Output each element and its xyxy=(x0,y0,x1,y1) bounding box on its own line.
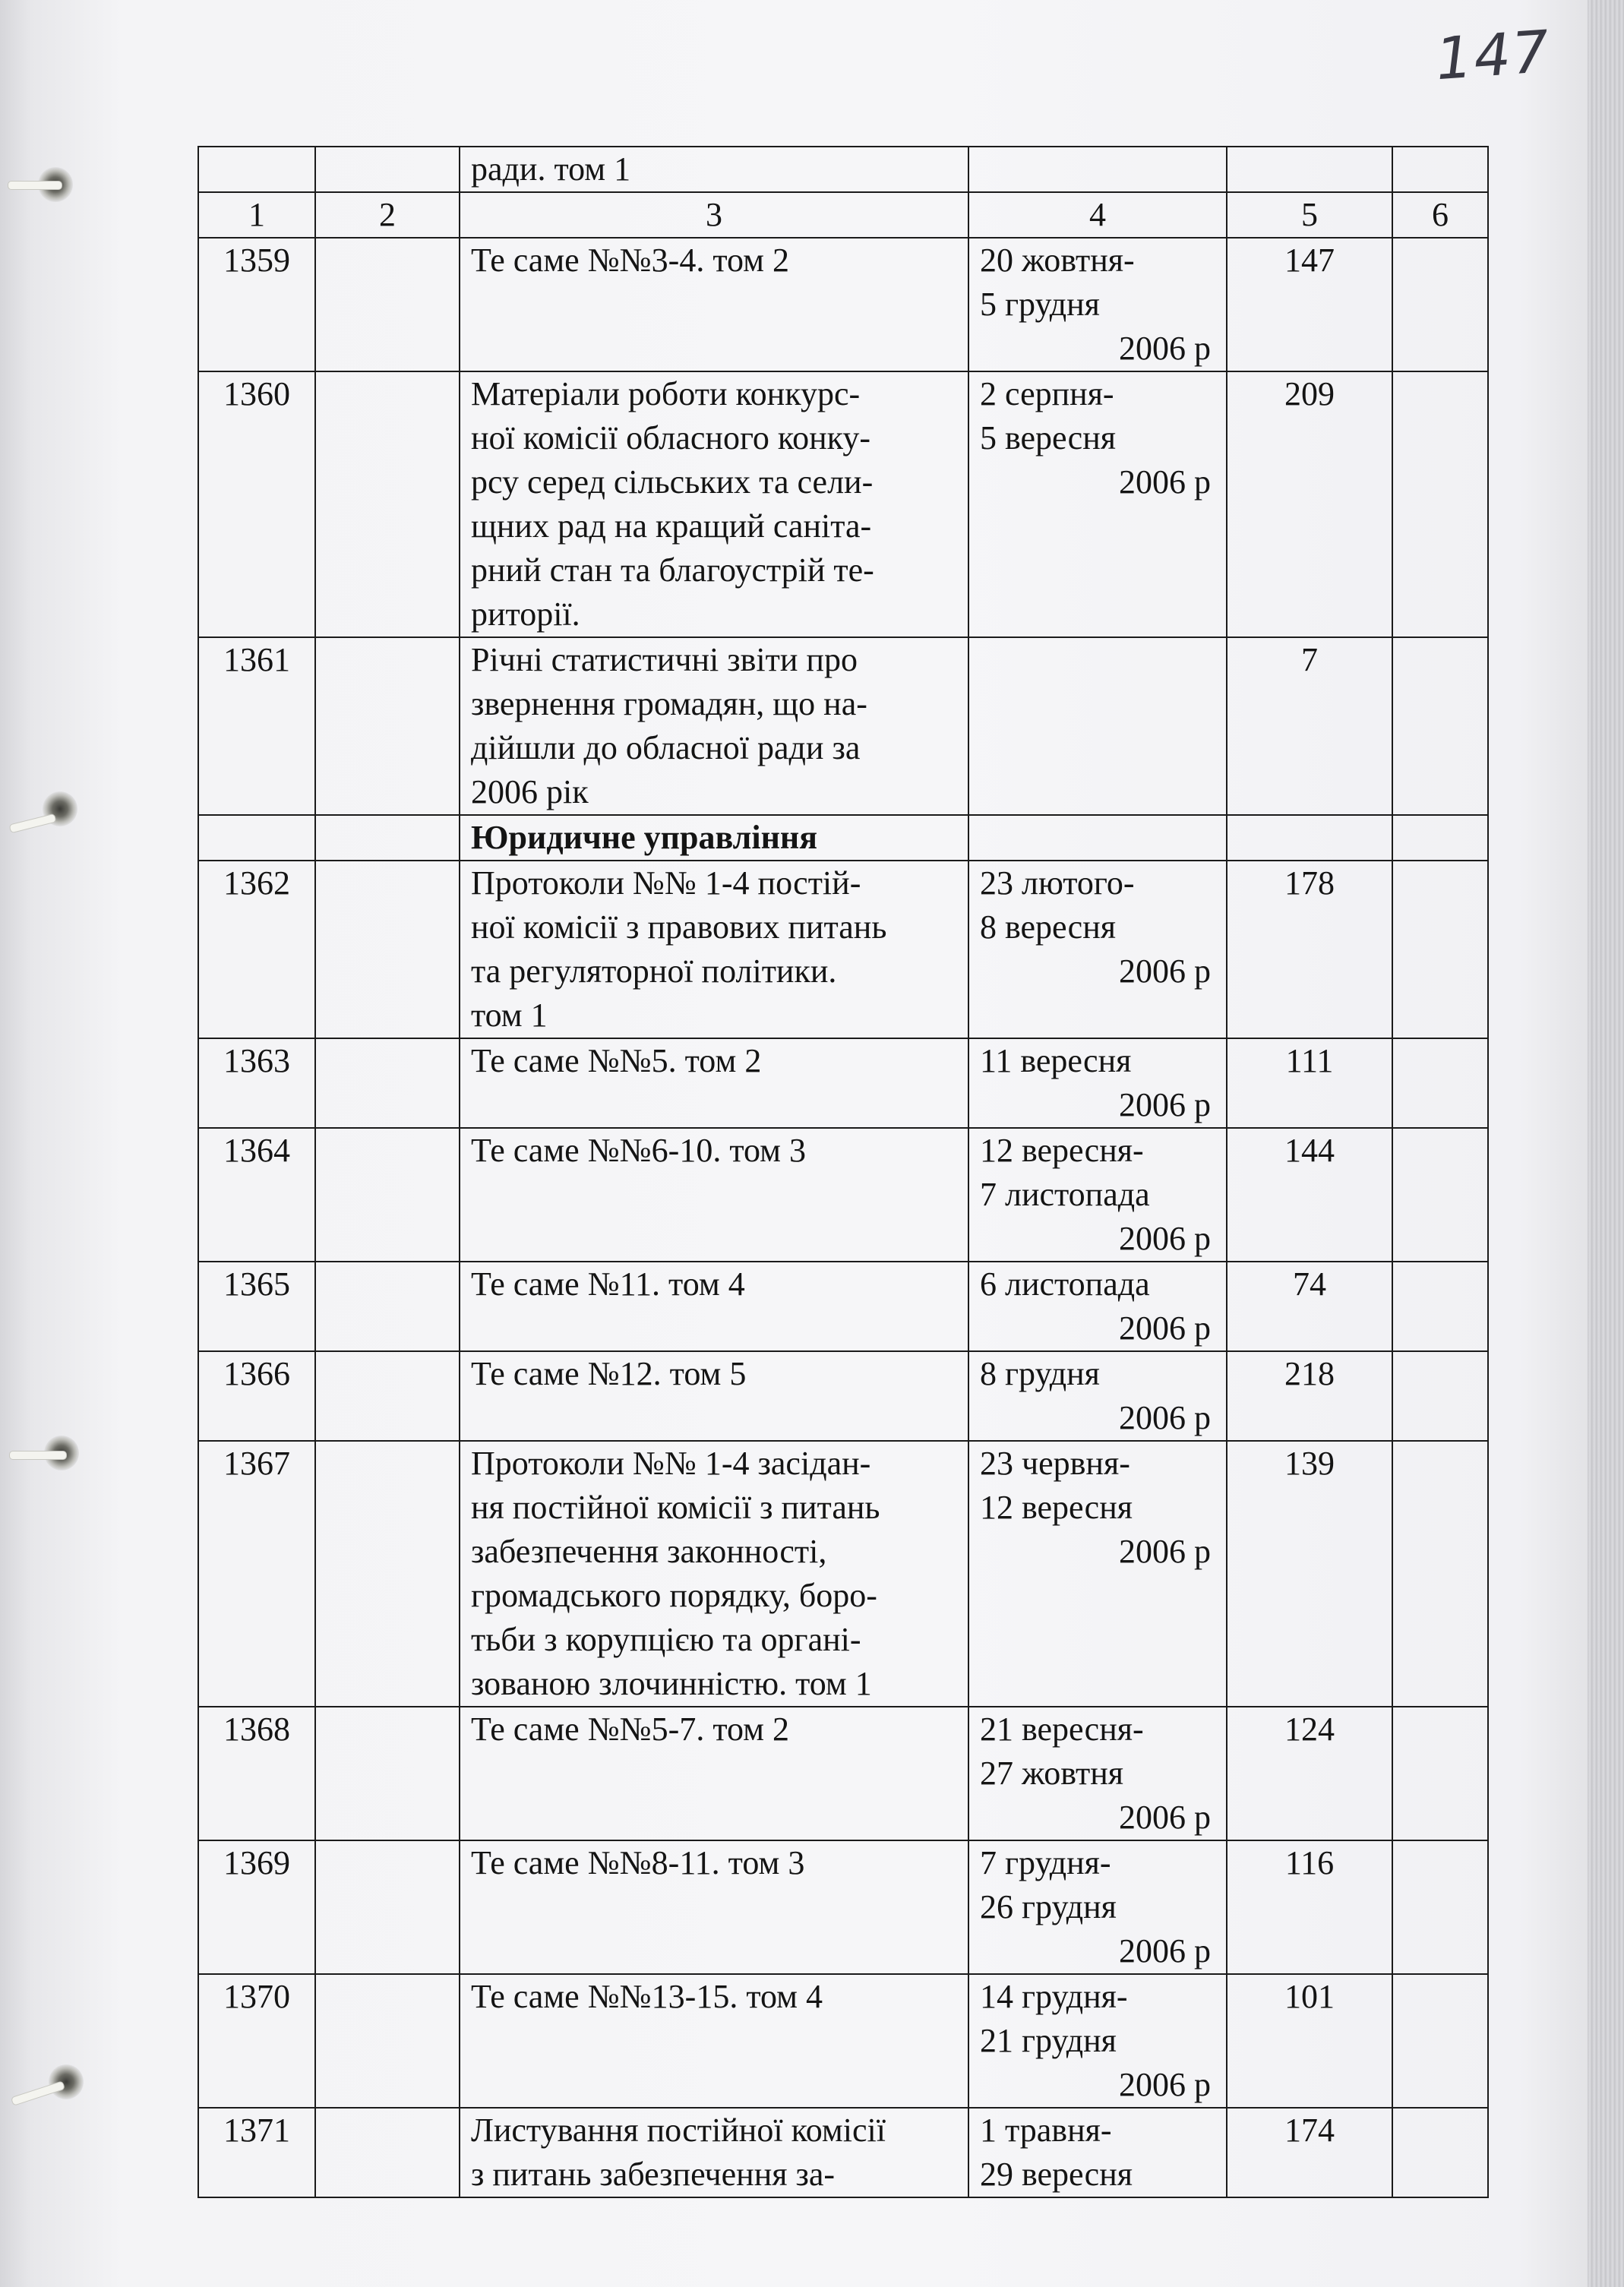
sheet-count: 124 xyxy=(1227,1707,1392,1840)
section-empty-cell xyxy=(968,815,1227,861)
case-dates xyxy=(968,371,1227,637)
old-number-cell xyxy=(315,1441,460,1707)
case-title-line: зованою злочинністю. том 1 xyxy=(471,1665,872,1702)
case-title-line: Листування постійної комісії xyxy=(471,2112,886,2149)
case-number: 1368 xyxy=(198,1707,315,1840)
section-empty-cell xyxy=(1227,815,1392,861)
column-number-5: 5 xyxy=(1227,192,1392,238)
sheet-count: 7 xyxy=(1227,637,1392,815)
sheet-count: 178 xyxy=(1227,861,1392,1038)
case-title-line: забезпечення законності, xyxy=(471,1533,827,1570)
case-title-line: Те саме №№3-4. том 2 xyxy=(471,242,789,279)
case-number: 1369 xyxy=(198,1840,315,1974)
case-title-line: Протоколи №№ 1-4 засідан- xyxy=(471,1445,871,1482)
case-title-line: Річні статистичні звіти про xyxy=(471,641,858,678)
table-row xyxy=(198,861,1488,1038)
sheet-count: 101 xyxy=(1227,1974,1392,2108)
case-title-line: Те саме №№5. том 2 xyxy=(471,1042,762,1079)
case-dates xyxy=(968,1707,1227,1840)
date-line: 1 травня- xyxy=(980,2112,1112,2149)
case-title-line: ної комісії з правових питань xyxy=(471,908,887,946)
binding-thread-1 xyxy=(8,181,62,190)
case-number: 1360 xyxy=(198,371,315,637)
date-year: 2006 р xyxy=(1119,1399,1211,1436)
case-title-line: Те саме №11. том 4 xyxy=(471,1265,745,1303)
binding-hole-4 xyxy=(49,2064,84,2099)
old-number-cell xyxy=(315,1262,460,1351)
table-row xyxy=(198,1441,1488,1707)
section-row xyxy=(198,815,1488,861)
column-number-6: 6 xyxy=(1392,192,1488,238)
continuation-cell-4 xyxy=(968,147,1227,192)
old-number-cell xyxy=(315,1840,460,1974)
date-line: 12 вересня xyxy=(980,1489,1133,1526)
case-dates xyxy=(968,2108,1227,2197)
case-title xyxy=(460,1974,968,2108)
case-title-line: та регуляторної політики. xyxy=(471,952,837,990)
continuation-cell-6 xyxy=(1392,147,1488,192)
date-year: 2006 р xyxy=(1119,1220,1211,1257)
date-year: 2006 р xyxy=(1119,1932,1211,1970)
case-title xyxy=(460,238,968,371)
case-dates xyxy=(968,637,1227,815)
handwritten-page-number: 147 xyxy=(1433,17,1553,93)
note-cell xyxy=(1392,1038,1488,1128)
case-title-line: Матеріали роботи конкурс- xyxy=(471,375,861,412)
old-number-cell xyxy=(315,1974,460,2108)
date-line: 21 вересня- xyxy=(980,1711,1144,1748)
case-number: 1364 xyxy=(198,1128,315,1262)
case-dates xyxy=(968,1038,1227,1128)
old-number-cell xyxy=(315,371,460,637)
date-line: 7 грудня- xyxy=(980,1844,1111,1881)
section-title-cell xyxy=(460,815,968,861)
date-line: 8 грудня xyxy=(980,1355,1100,1392)
case-number: 1371 xyxy=(198,2108,315,2197)
table-row xyxy=(198,1707,1488,1840)
note-cell xyxy=(1392,1974,1488,2108)
note-cell xyxy=(1392,371,1488,637)
case-dates xyxy=(968,1351,1227,1441)
date-line: 2 серпня- xyxy=(980,375,1114,412)
table-row xyxy=(198,1128,1488,1262)
date-line: 14 грудня- xyxy=(980,1978,1128,2015)
note-cell xyxy=(1392,2108,1488,2197)
date-line: 5 вересня xyxy=(980,419,1116,456)
date-line: 11 вересня xyxy=(980,1042,1132,1079)
column-number-1: 1 xyxy=(198,192,315,238)
case-number: 1362 xyxy=(198,861,315,1038)
old-number-cell xyxy=(315,1707,460,1840)
case-dates xyxy=(968,1128,1227,1262)
note-cell xyxy=(1392,1128,1488,1262)
case-title xyxy=(460,1441,968,1707)
continuation-cell-5 xyxy=(1227,147,1392,192)
case-number: 1367 xyxy=(198,1441,315,1707)
case-number: 1363 xyxy=(198,1038,315,1128)
case-number: 1365 xyxy=(198,1262,315,1351)
table-row xyxy=(198,371,1488,637)
case-title-line: Те саме №№5-7. том 2 xyxy=(471,1711,789,1748)
date-line: 8 вересня xyxy=(980,908,1116,946)
case-number: 1359 xyxy=(198,238,315,371)
case-title-line: дійшли до обласної ради за xyxy=(471,729,861,766)
date-line: 7 листопада xyxy=(980,1176,1150,1213)
date-year: 2006 р xyxy=(1119,1086,1211,1123)
case-title-line: Те саме №№13-15. том 4 xyxy=(471,1978,823,2015)
date-year: 2006 р xyxy=(1119,1309,1211,1347)
note-cell xyxy=(1392,1840,1488,1974)
case-title-line: Протоколи №№ 1-4 постій- xyxy=(471,864,861,902)
table-row xyxy=(198,2108,1488,2197)
continuation-row xyxy=(198,147,1488,192)
continuation-cell-3: ради. том 1 xyxy=(460,147,968,192)
old-number-cell xyxy=(315,637,460,815)
continuation-cell-1 xyxy=(198,147,315,192)
date-line: 26 грудня xyxy=(980,1888,1117,1925)
table-row xyxy=(198,1974,1488,2108)
sheet-count: 174 xyxy=(1227,2108,1392,2197)
note-cell xyxy=(1392,1441,1488,1707)
table-row xyxy=(198,637,1488,815)
case-number: 1361 xyxy=(198,637,315,815)
table-row xyxy=(198,1351,1488,1441)
column-number-4: 4 xyxy=(968,192,1227,238)
case-title xyxy=(460,1840,968,1974)
old-number-cell xyxy=(315,2108,460,2197)
section-empty-cell xyxy=(198,815,315,861)
continuation-cell-2 xyxy=(315,147,460,192)
case-title-line: Те саме №№6-10. том 3 xyxy=(471,1132,806,1169)
column-number-3: 3 xyxy=(460,192,968,238)
date-year: 2006 р xyxy=(1119,1799,1211,1836)
note-cell xyxy=(1392,1707,1488,1840)
date-line: 20 жовтня- xyxy=(980,242,1135,279)
case-dates xyxy=(968,861,1227,1038)
date-line: 23 червня- xyxy=(980,1445,1130,1482)
case-number: 1370 xyxy=(198,1974,315,2108)
date-year: 2006 р xyxy=(1119,463,1211,501)
sheet-count: 209 xyxy=(1227,371,1392,637)
note-cell xyxy=(1392,1351,1488,1441)
case-title-line: тьби з корупцією та органі- xyxy=(471,1621,861,1658)
case-dates xyxy=(968,1441,1227,1707)
case-title xyxy=(460,861,968,1038)
note-cell xyxy=(1392,861,1488,1038)
case-title xyxy=(460,1262,968,1351)
table-row xyxy=(198,238,1488,371)
date-year: 2006 р xyxy=(1119,2066,1211,2103)
section-empty-cell xyxy=(1392,815,1488,861)
sheet-count: 218 xyxy=(1227,1351,1392,1441)
binding-thread-3 xyxy=(9,1451,67,1460)
section-title: Юридичне управління xyxy=(471,819,818,856)
case-title-line: громадського порядку, боро- xyxy=(471,1577,877,1614)
stacked-pages-edge xyxy=(1588,0,1624,2287)
sheet-count: 116 xyxy=(1227,1840,1392,1974)
case-title xyxy=(460,2108,968,2197)
old-number-cell xyxy=(315,1351,460,1441)
date-year: 2006 р xyxy=(1119,330,1211,367)
section-empty-cell xyxy=(315,815,460,861)
old-number-cell xyxy=(315,1038,460,1128)
sheet-count: 144 xyxy=(1227,1128,1392,1262)
date-year: 2006 р xyxy=(1119,1533,1211,1570)
column-number-row xyxy=(198,192,1488,238)
case-title xyxy=(460,1128,968,1262)
date-line: 27 жовтня xyxy=(980,1755,1123,1792)
note-cell xyxy=(1392,1262,1488,1351)
case-title-line: Те саме №№8-11. том 3 xyxy=(471,1844,805,1881)
date-line: 29 вересня xyxy=(980,2156,1133,2193)
sheet-count: 139 xyxy=(1227,1441,1392,1707)
note-cell xyxy=(1392,238,1488,371)
archive-register-table xyxy=(197,146,1489,2198)
case-title xyxy=(460,1707,968,1840)
case-title-line: ної комісії обласного конку- xyxy=(471,419,871,456)
table-row xyxy=(198,1840,1488,1974)
case-title-line: риторії. xyxy=(471,595,580,633)
old-number-cell xyxy=(315,1128,460,1262)
case-title xyxy=(460,1351,968,1441)
date-line: 5 грудня xyxy=(980,286,1100,323)
case-title-line: том 1 xyxy=(471,997,548,1034)
date-line: 12 вересня- xyxy=(980,1132,1144,1169)
case-title-line: з питань забезпечення за- xyxy=(471,2156,836,2193)
old-number-cell xyxy=(315,238,460,371)
case-title-line: Те саме №12. том 5 xyxy=(471,1355,747,1392)
table-row xyxy=(198,1262,1488,1351)
date-line: 21 грудня xyxy=(980,2022,1117,2059)
sheet-count: 147 xyxy=(1227,238,1392,371)
date-year: 2006 р xyxy=(1119,952,1211,990)
case-title xyxy=(460,371,968,637)
case-title xyxy=(460,1038,968,1128)
date-line: 6 листопада xyxy=(980,1265,1150,1303)
case-title-line: звернення громадян, що на- xyxy=(471,685,867,722)
case-dates xyxy=(968,1974,1227,2108)
case-title-line: 2006 рік xyxy=(471,773,589,810)
sheet-count: 111 xyxy=(1227,1038,1392,1128)
case-title-line: рсу серед сільських та сели- xyxy=(471,463,874,501)
old-number-cell xyxy=(315,861,460,1038)
table-row xyxy=(198,1038,1488,1128)
case-dates xyxy=(968,1840,1227,1974)
case-dates xyxy=(968,238,1227,371)
register-body xyxy=(198,147,1488,2197)
sheet-count: 74 xyxy=(1227,1262,1392,1351)
note-cell xyxy=(1392,637,1488,815)
column-number-2: 2 xyxy=(315,192,460,238)
case-title-line: рний стан та благоустрій те- xyxy=(471,551,874,589)
case-title-line: щних рад на кращий саніта- xyxy=(471,507,872,545)
date-line: 23 лютого- xyxy=(980,864,1135,902)
case-number: 1366 xyxy=(198,1351,315,1441)
case-dates xyxy=(968,1262,1227,1351)
case-title-line: ня постійної комісії з питань xyxy=(471,1489,880,1526)
case-title xyxy=(460,637,968,815)
